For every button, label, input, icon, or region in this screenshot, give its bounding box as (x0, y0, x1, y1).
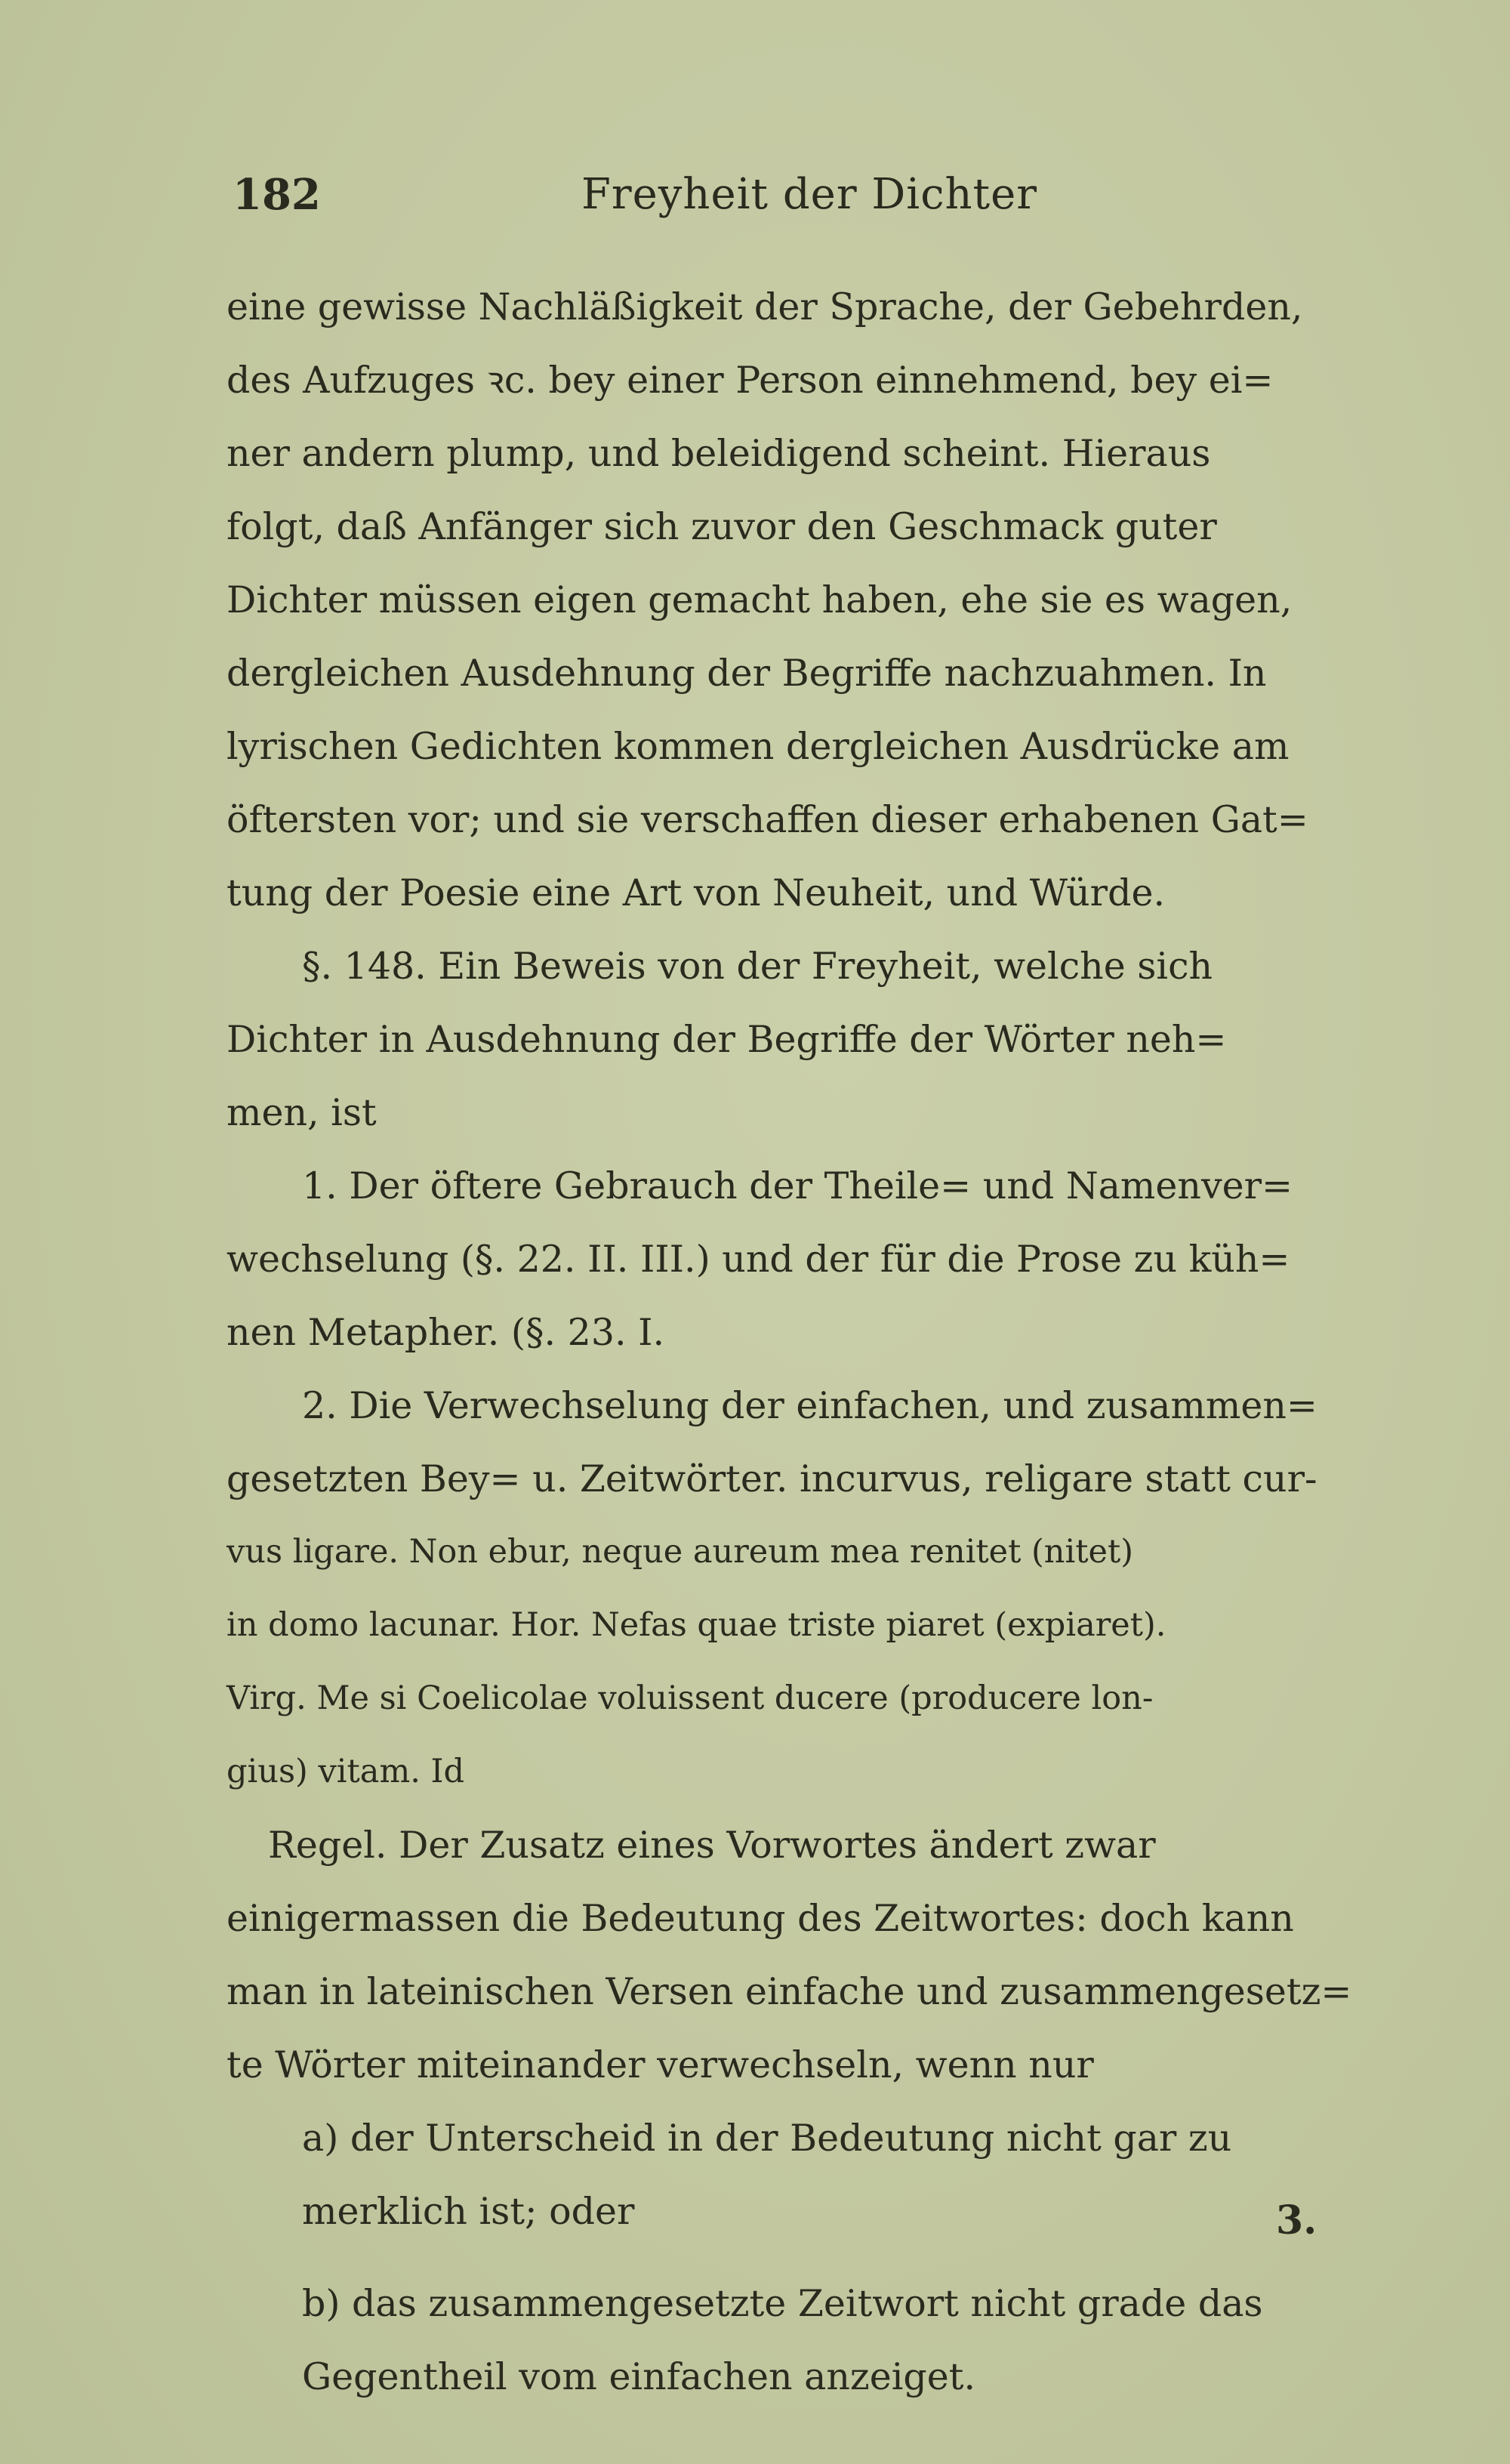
text-line: ner andern plump, und beleidigend scheint. Hieraus (226, 432, 1211, 475)
text-line: des Aufzuges ꝛc. bey einer Person einnehmend, bey ei= (226, 359, 1274, 402)
latin-line: gius) vitam. Id (226, 1753, 465, 1790)
text-line: wechselung (§. 22. II. III.) und der für die Prose zu küh= (226, 1238, 1290, 1281)
text-line: men, ist (226, 1091, 377, 1134)
list-item-2: 2. Die Verwechselung der einfachen, und zusammen= (302, 1384, 1317, 1427)
latin-line: Virg. Me si Coelicolae voluissent ducere (producere lon- (226, 1679, 1154, 1717)
text-line: man in lateinischen Versen einfache und zusammengesetz= (226, 1970, 1352, 2013)
running-title: Freyheit der Dichter (581, 170, 1038, 219)
text-line: te Wörter miteinander verwechseln, wenn nur (226, 2043, 1094, 2086)
latin-line: vus ligare. Non ebur, neque aureum mea renitet (nitet) (226, 1533, 1134, 1571)
text-line: folgt, daß Anfänger sich zuvor den Geschmack guter (226, 505, 1217, 548)
sub-item-a: a) der Unterscheid in der Bedeutung nicht gar zu (302, 2117, 1232, 2160)
page-number: 182 (233, 170, 321, 220)
latin-line: in domo lacunar. Hor. Nefas quae triste piaret (expiaret). (226, 1606, 1166, 1644)
text-line: dergleichen Ausdehnung der Begriffe nachzuahmen. In (226, 652, 1267, 695)
catchword: 3. (1276, 2197, 1317, 2244)
text-line: Gegentheil vom einfachen anzeiget. (302, 2355, 976, 2398)
text-line: Dichter müssen eigen gemacht haben, ehe sie es wagen, (226, 578, 1293, 621)
text-line: gesetzten Bey= u. Zeitwörter. incurvus, religare statt cur- (226, 1457, 1317, 1500)
text-line: merklich ist; oder (302, 2190, 635, 2233)
sub-item-b: b) das zusammengesetzte Zeitwort nicht grade das (302, 2282, 1263, 2325)
text-line: öftersten vor; und sie verschaffen dieser erhabenen Gat= (226, 798, 1308, 841)
page-header (226, 170, 1359, 238)
body-text (226, 270, 1352, 2413)
section-heading: §. 148. Ein Beweis von der Freyheit, welche sich (302, 945, 1213, 988)
text-line: einigermassen die Bedeutung des Zeitwortes: doch kann (226, 1897, 1294, 1940)
rule-heading: Regel. Der Zusatz eines Vorwortes ändert zwar (268, 1824, 1156, 1867)
text-line: tung der Poesie eine Art von Neuheit, und Würde. (226, 871, 1166, 914)
text-line: Dichter in Ausdehnung der Begriffe der Wörter neh= (226, 1018, 1227, 1061)
text-line: eine gewisse Nachläßigkeit der Sprache, der Gebehrden, (226, 285, 1303, 328)
text-line: nen Metapher. (§. 23. I. (226, 1311, 665, 1354)
text-line: lyrischen Gedichten kommen dergleichen Ausdrücke am (226, 725, 1290, 768)
list-item-1: 1. Der öftere Gebrauch der Theile= und Namenver= (302, 1164, 1293, 1207)
